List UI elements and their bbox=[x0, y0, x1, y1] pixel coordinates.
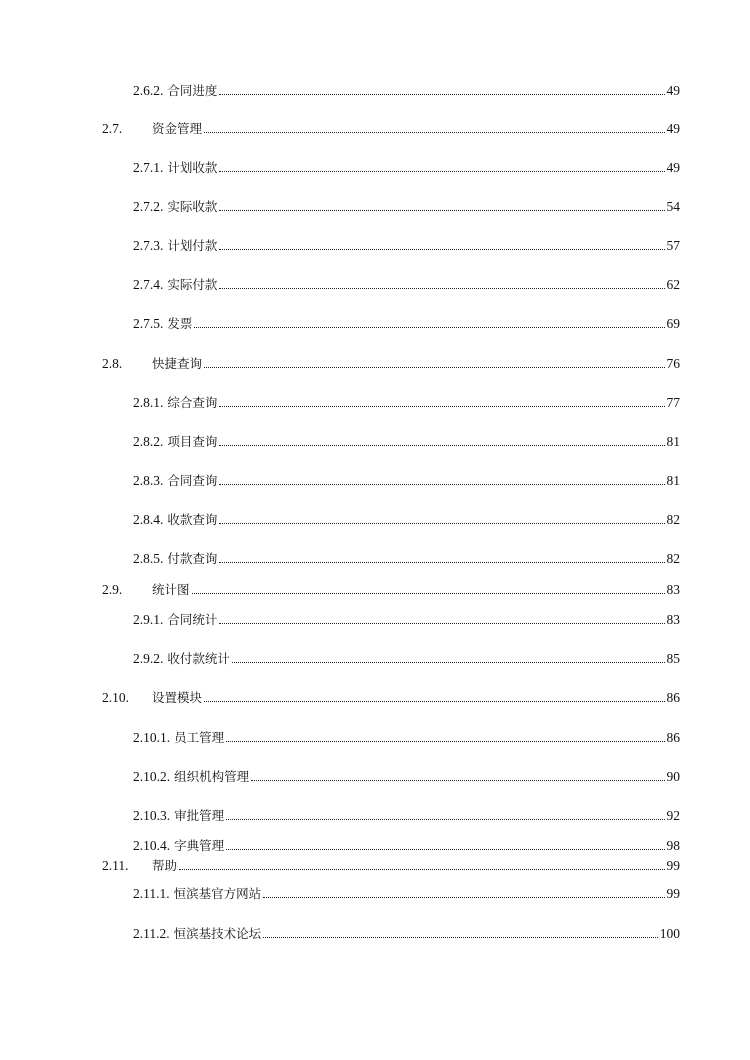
toc-entry-number: 2.7.5. bbox=[133, 316, 164, 331]
toc-entry[interactable] bbox=[102, 582, 680, 598]
toc-entry-title: 员工管理 bbox=[174, 730, 225, 745]
toc-entry-number: 2.10. bbox=[102, 690, 129, 705]
toc-entry-page: 49 bbox=[666, 160, 680, 175]
toc-entry-page: 90 bbox=[666, 769, 680, 784]
toc-dot-leader bbox=[219, 523, 664, 524]
toc-entry-title: 实际收款 bbox=[167, 199, 218, 214]
toc-entry[interactable] bbox=[133, 512, 680, 528]
toc-entry-page: 83 bbox=[666, 582, 680, 597]
toc-entry-title: 合同统计 bbox=[167, 612, 218, 627]
toc-entry-number: 2.7.1. bbox=[133, 160, 164, 175]
toc-entry-number: 2.6.2. bbox=[133, 83, 164, 98]
toc-entry-title: 计划付款 bbox=[167, 238, 218, 253]
toc-entry[interactable] bbox=[133, 551, 680, 567]
toc-dot-leader bbox=[219, 623, 664, 624]
toc-entry-page: 82 bbox=[666, 512, 680, 527]
toc-entry-page: 85 bbox=[666, 651, 680, 666]
toc-entry-number: 2.8.3. bbox=[133, 473, 164, 488]
toc-entry[interactable] bbox=[133, 434, 680, 450]
toc-dot-leader bbox=[219, 94, 664, 95]
toc-entry[interactable] bbox=[133, 238, 680, 254]
toc-dot-leader bbox=[219, 171, 664, 172]
toc-entry[interactable] bbox=[133, 612, 680, 628]
toc-entry-title: 合同进度 bbox=[167, 83, 218, 98]
toc-entry-number: 2.8.5. bbox=[133, 551, 164, 566]
toc-entry[interactable] bbox=[133, 473, 680, 489]
toc-entry-number: 2.8.2. bbox=[133, 434, 164, 449]
toc-entry[interactable] bbox=[133, 769, 680, 785]
toc-entry-number: 2.10.4. bbox=[133, 838, 171, 853]
toc-entry-number: 2.8.4. bbox=[133, 512, 164, 527]
toc-dot-leader bbox=[219, 210, 664, 211]
toc-dot-leader bbox=[219, 288, 664, 289]
toc-entry-title: 收付款统计 bbox=[167, 651, 230, 666]
toc-entry-page: 98 bbox=[666, 838, 680, 853]
toc-entry-title: 审批管理 bbox=[174, 808, 225, 823]
toc-entry-page: 81 bbox=[666, 473, 680, 488]
toc-entry[interactable] bbox=[133, 838, 680, 854]
toc-dot-leader bbox=[219, 406, 664, 407]
toc-dot-leader bbox=[219, 445, 664, 446]
toc-entry-title: 快捷查询 bbox=[152, 356, 203, 371]
toc-entry[interactable] bbox=[102, 356, 680, 372]
toc-entry[interactable] bbox=[133, 730, 680, 746]
toc-entry-title: 项目查询 bbox=[167, 434, 218, 449]
toc-entry-page: 77 bbox=[666, 395, 680, 410]
toc-entry[interactable] bbox=[133, 808, 680, 824]
toc-entry-title: 合同查询 bbox=[167, 473, 218, 488]
toc-entry-title: 恒滨基官方网站 bbox=[173, 886, 262, 901]
toc-entry-page: 76 bbox=[666, 356, 680, 371]
toc-entry[interactable] bbox=[102, 858, 680, 874]
toc-entry-number: 2.9. bbox=[102, 582, 123, 597]
toc-entry-page: 99 bbox=[666, 886, 680, 901]
toc-dot-leader bbox=[194, 327, 664, 328]
toc-entry[interactable] bbox=[133, 316, 680, 332]
toc-dot-leader bbox=[179, 869, 664, 870]
toc-entry-page: 92 bbox=[666, 808, 680, 823]
toc-entry-page: 100 bbox=[659, 926, 680, 941]
toc-dot-leader bbox=[204, 367, 664, 368]
toc-entry-title: 帮助 bbox=[152, 858, 178, 873]
toc-entry[interactable] bbox=[133, 160, 680, 176]
toc-entry-title: 综合查询 bbox=[167, 395, 218, 410]
toc-dot-leader bbox=[263, 897, 664, 898]
toc-entry[interactable] bbox=[133, 651, 680, 667]
toc-entry-title: 恒滨基技术论坛 bbox=[173, 926, 262, 941]
toc-dot-leader bbox=[232, 662, 665, 663]
toc-entry-title: 字典管理 bbox=[174, 838, 225, 853]
toc-entry-number: 2.11. bbox=[102, 858, 129, 873]
toc-dot-leader bbox=[226, 741, 664, 742]
toc-entry-number: 2.10.1. bbox=[133, 730, 171, 745]
toc-entry-page: 54 bbox=[666, 199, 680, 214]
toc-entry[interactable] bbox=[133, 886, 680, 902]
toc-entry-page: 62 bbox=[666, 277, 680, 292]
toc-entry-page: 99 bbox=[666, 858, 680, 873]
toc-entry-title: 收款查询 bbox=[167, 512, 218, 527]
toc-entry-title: 付款查询 bbox=[167, 551, 218, 566]
toc-entry-number: 2.8.1. bbox=[133, 395, 164, 410]
toc-entry-number: 2.11.1. bbox=[133, 886, 170, 901]
toc-entry-page: 86 bbox=[666, 730, 680, 745]
toc-entry-number: 2.9.1. bbox=[133, 612, 164, 627]
toc-entry-title: 计划收款 bbox=[167, 160, 218, 175]
toc-dot-leader bbox=[226, 849, 664, 850]
toc-dot-leader bbox=[204, 701, 664, 702]
toc-entry[interactable] bbox=[133, 83, 680, 99]
toc-entry-number: 2.10.3. bbox=[133, 808, 171, 823]
toc-dot-leader bbox=[251, 780, 664, 781]
toc-dot-leader bbox=[219, 484, 664, 485]
toc-entry-number: 2.7.3. bbox=[133, 238, 164, 253]
toc-entry-title: 实际付款 bbox=[167, 277, 218, 292]
toc-entry[interactable] bbox=[133, 926, 680, 942]
toc-dot-leader bbox=[219, 249, 664, 250]
toc-dot-leader bbox=[204, 132, 664, 133]
toc-entry-title: 资金管理 bbox=[152, 121, 203, 136]
toc-entry-title: 设置模块 bbox=[152, 690, 203, 705]
toc-entry[interactable] bbox=[102, 121, 680, 137]
toc-entry-number: 2.7. bbox=[102, 121, 123, 136]
toc-entry-number: 2.9.2. bbox=[133, 651, 164, 666]
toc-entry-page: 82 bbox=[666, 551, 680, 566]
toc-dot-leader bbox=[263, 937, 658, 938]
toc-entry[interactable] bbox=[133, 277, 680, 293]
toc-entry-page: 86 bbox=[666, 690, 680, 705]
toc-entry-number: 2.7.2. bbox=[133, 199, 164, 214]
toc-entry-page: 49 bbox=[666, 121, 680, 136]
toc-entry-number: 2.8. bbox=[102, 356, 123, 371]
toc-entry-title: 发票 bbox=[167, 316, 193, 331]
toc-entry-page: 81 bbox=[666, 434, 680, 449]
toc-dot-leader bbox=[219, 562, 664, 563]
toc-entry[interactable] bbox=[133, 395, 680, 411]
toc-entry-page: 57 bbox=[666, 238, 680, 253]
toc-dot-leader bbox=[226, 819, 664, 820]
toc-entry-number: 2.11.2. bbox=[133, 926, 170, 941]
toc-entry-number: 2.7.4. bbox=[133, 277, 164, 292]
toc-entry[interactable] bbox=[133, 199, 680, 215]
toc-entry-page: 69 bbox=[666, 316, 680, 331]
toc-entry-number: 2.10.2. bbox=[133, 769, 171, 784]
toc-entry-page: 83 bbox=[666, 612, 680, 627]
toc-dot-leader bbox=[192, 593, 665, 594]
toc-entry-page: 49 bbox=[666, 83, 680, 98]
toc-entry-title: 组织机构管理 bbox=[174, 769, 250, 784]
toc-entry[interactable] bbox=[102, 690, 680, 706]
toc-entry-title: 统计图 bbox=[152, 582, 190, 597]
